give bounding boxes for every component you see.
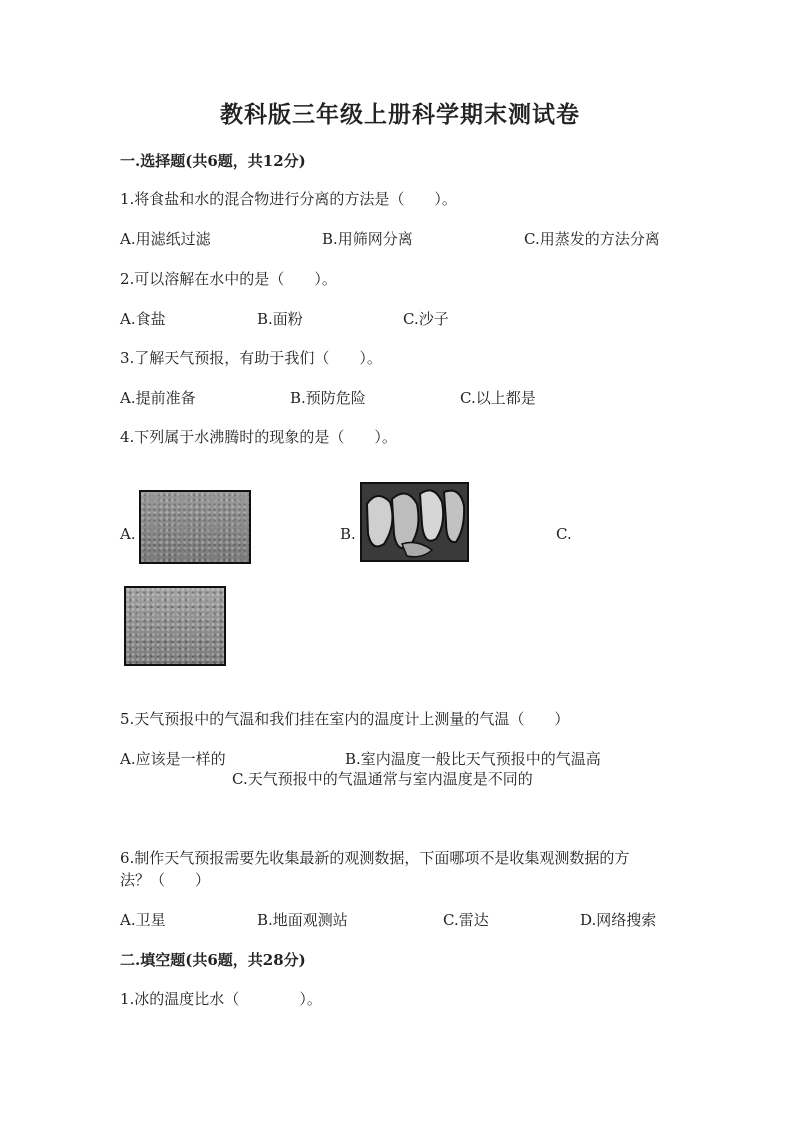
q5-option-a: A.应该是一样的 bbox=[120, 750, 226, 768]
q4-option-a-image bbox=[139, 490, 251, 564]
page-title: 教科版三年级上册科学期末测试卷 bbox=[220, 101, 580, 128]
question-1: 1.将食盐和水的混合物进行分离的方法是（ ）。 bbox=[120, 190, 457, 208]
q3-option-b: B.预防危险 bbox=[290, 389, 366, 407]
q4-option-b-image bbox=[360, 482, 469, 562]
q1-option-a: A.用滤纸过滤 bbox=[120, 230, 211, 248]
question-5: 5.天气预报中的气温和我们挂在室内的温度计上测量的气温（ ） bbox=[120, 710, 570, 728]
q6-option-d: D.网络搜索 bbox=[580, 911, 657, 929]
question-3: 3.了解天气预报，有助于我们（ ）。 bbox=[120, 349, 382, 367]
q4-option-a-label: A. bbox=[120, 525, 136, 543]
q3-option-c: C.以上都是 bbox=[460, 389, 536, 407]
question-4: 4.下列属于水沸腾时的现象的是（ ）。 bbox=[120, 428, 397, 446]
question-6-line-1: 6.制作天气预报需要先收集最新的观测数据，下面哪项不是收集观测数据的方 bbox=[120, 849, 630, 867]
question-2: 2.可以溶解在水中的是（ ）。 bbox=[120, 270, 337, 288]
q1-option-b: B.用筛网分离 bbox=[322, 230, 413, 248]
q1-option-c: C.用蒸发的方法分离 bbox=[524, 230, 660, 248]
q4-option-b-label: B. bbox=[340, 525, 356, 543]
q6-option-a: A.卫星 bbox=[120, 911, 166, 929]
q3-option-a: A.提前准备 bbox=[120, 389, 196, 407]
section-2-heading: 二.填空题(共6题，共28分) bbox=[120, 951, 306, 969]
q2-option-a: A.食盐 bbox=[120, 310, 166, 328]
q6-option-b: B.地面观测站 bbox=[257, 911, 348, 929]
question-6-line-2: 法？（ ） bbox=[120, 871, 211, 889]
q5-option-b: B.室内温度一般比天气预报中的气温高 bbox=[345, 750, 601, 768]
q6-option-c: C.雷达 bbox=[443, 911, 489, 929]
fill-question-1: 1.冰的温度比水（ ）。 bbox=[120, 990, 322, 1008]
q4-option-c-image bbox=[124, 586, 226, 666]
q2-option-c: C.沙子 bbox=[403, 310, 449, 328]
q4-option-c-label: C. bbox=[556, 525, 572, 543]
q2-option-b: B.面粉 bbox=[257, 310, 303, 328]
boiling-bubbles-graphic bbox=[362, 484, 467, 560]
q5-option-c: C.天气预报中的气温通常与室内温度是不同的 bbox=[232, 770, 533, 788]
section-1-heading: 一.选择题(共6题，共12分) bbox=[120, 152, 306, 170]
